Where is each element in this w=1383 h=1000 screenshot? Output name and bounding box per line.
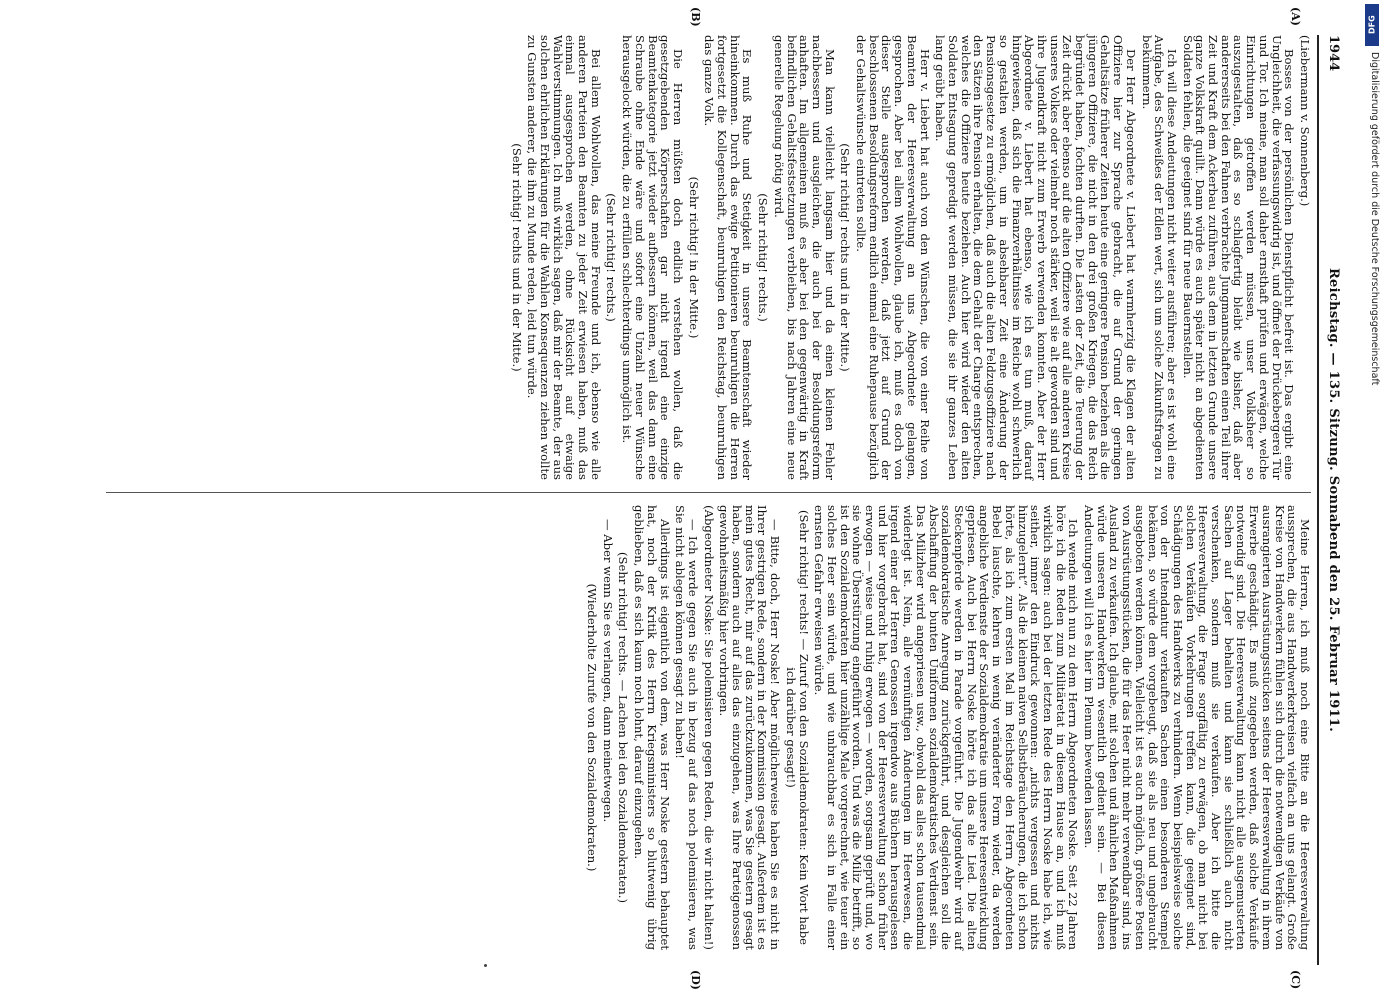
paragraph: Meine Herren, ich muß noch eine Bitte an die Heeresverwaltung aussprechen, die aus Handwerkerkreisen vielfach an uns gelangt. Große Kreise von Handwerkern fühlen sich durch die notwendigen Verkäufe von ausrangierten Ausrüstungsstücken seitens der Heeresverwaltung in ihrem Erwerbe geschädigt. Es muß zugegeben werden, daß solche Verkäufe notwendig sind. Die Heeresverwaltung kann nicht alle ausgemusterten Sachen auf Lager behalten und kann sie schließlich auch nicht verschenken, sondern muß sie verkaufen. Aber ich bitte die Heeresverwaltung, die Frage sorgfältig zu erwägen, ob man nicht bei solchen Verkäufen Vorkehrungen treffen kann, die geeignet sind, Schädigungen des Handwerks zu verhindern. Wenn beispielsweise solche von der Intendantur verkauften Sachen einen besonderen Stempel bekämen, so würde dem vorgebeugt, daß sie als neu und ungebraucht ausgeboten werden können. Vielleicht ist es auch möglich, größere Posten von Ausrüstungsstücken, die für das Heer nicht mehr verwendbar sind, ins Ausland zu verkaufen. Ich glaube, mit solchen und ähnlichen Maßnahmen würde unseren Handwerkern wesentlich gedient sein. — Bei diesen Andeutungen will ich es hier im Plenum bewenden lassen. (1082, 505, 1312, 950)
dfg-logo: DFG (1365, 4, 1379, 46)
paragraph: Ich wende mich nun zu dem Herrn Abgeordneten Noske. Seit 22 Jahren höre ich die Reden zum Militäretat in diesem Hause an, und ich muß wirklich sagen: auch bei der letzten Rede des Herrn Noske habe ich, wie seither, immer den Eindruck gewonnen: „nichts vergessen und nichts hinzugelernt“. Als die kleinen naiven Selbstberäucherungen, die ich schon hörte, als ich zum ersten Mal im Reichstage den Herrn Abgeordneten Bebel lauschte, kehren in wenig veränderter Form wieder, da werden angebliche Verdienste der Sozialdemokratie um unsere Heeresentwicklung gepriesen. Auch bei Herrn Noske hörte ich das alte Lied. Die alten Steckenpferde werden in Parade vorgeführt. Die Jugendwehr wird auf sozialdemokratische Anregung zurückgeführt, und desgleichen soll die Abschaffung der bunten Uniformen sozialdemokratisches Verdienst sein. Das Milizheer wird angepriesen usw., obwohl das alles schon tausendmal widerlegt ist. Nein, alle vernünftigen Änderungen im Heerwesen, die irgend einer der Herren Genossen irgendwo aus Büchern herausgelesen und hier vorgebracht hat, sind von der Heeresverwaltung schon früher erwogen — weise und ruhig erwogen — worden, sorgsam geprüft und, wo sie wohne Überstürzung eingeführt worden. Und was die Miliz betrifft, so ist den Sozialdemokraten hier unzählige Male vorgerechnet, wie teuer ein solches Heer sein würde, und wie unbrauchbar es sich in Falle einer ernsten Gefahr erweisen würde. (812, 505, 1081, 950)
interjection: (Sehr richtig! in der Mitte.) (686, 176, 701, 339)
header-rule (1317, 35, 1319, 965)
page-number: 1944 (1326, 35, 1341, 72)
paragraph: Allerdings ist eigentlich von dem, was Herr Noske gestern behauptet hat, noch der Kritik des Herrn Kriegsministers so blutwenig übrig geblieben, daß es sich kaum noch lohnt, darauf einzugehen. (632, 505, 672, 950)
interjection: (Sehr richtig! rechts.) (756, 193, 771, 322)
paragraph: — Aber wenn Sie es verlangen, dann meinetwegen. (600, 519, 615, 823)
digitization-credit: Digitalisierung gefördert durch die Deutsche Forschungsgemeinschaft (1369, 52, 1380, 386)
paragraph: Ich will diese Andeutungen nicht weiter ausführen; aber es ist wohl eine Aufgabe, des Schweißes der Edlen wert, sich um solche Zukunftsfragen zu bekümmern. (1139, 35, 1179, 480)
margin-marker-a: (A) (1289, 7, 1302, 26)
interjection: (Wiederholte Zurufe von den Sozialdemokraten.) (585, 583, 600, 872)
header-title: Reichstag. — 135. Sitzung. Sonnabend den 25. Februar 1911. (1326, 267, 1341, 733)
interjection: (Sehr richtig! rechts. — Lachen bei den Sozialdemokraten.) (616, 552, 631, 903)
paragraph: Der Herr Abgeordnete v. Liebert hat warmherzig die Klagen der alten Offiziere hier zur Sprache gebracht, die auf Grund der geringen Gehaltsätze früherer Zeiten heute eine geringere Pension beziehen als die jüngeren Offiziere, die nicht in den drei großen Kriegen, die das Reich begründet haben, fochten durften. Die Lasten der Zeit, die Teuerung der Zeit drückt aber ebenso auf die alten Offiziere wie auf alle anderen Kreise unseres Volkes oder vielmehr noch stärker, weil sie alt geworden sind und ihre Jugendkraft nicht zum Erwerb verwenden konnten. Aber der Herr Abgeordnete v. Liebert hat ebenso, wie ich es tun muß, darauf hingewiesen, daß sich die Finanzverhältnisse im Reiche wohl schwerlich so gestalten werden, um in absehbarer Zeit eine Änderung der Pensionsgesetze zu ermöglichen, daß auch die alten Feldzugsoffiziere nach den Sätzen ihre Pension erhalten, die dem Gehalt der Charge entsprechen, welches die Offiziere heute beziehen. Auch hier wird wieder den alten Soldaten Entsagung gepredigt werden müssen, die sie ihr ganzes Leben lang geübt haben. (933, 35, 1138, 480)
paragraph: — Ich werde gegen Sie auch in bezug auf das noch polemisieren, was Sie nicht ablegen können gesagt zu haben! (673, 505, 700, 950)
paragraph: Die Herren müßten doch endlich verstehen wollen, daß die gesetzgebenden Körperschaften gar nicht irgend eine einzige Beamtenkategorie jetzt wieder aufbessern können, weil das dann eine Schraube ohne Ende wäre und sofort eine Unzahl neuer Wünsche herausgelockt würden, die zu erfüllen schlechterdings unmöglich ist. (620, 35, 685, 480)
paragraph: — Bitte, doch, Herr Noske! Aber möglicherweise haben Sie es nicht in Ihrer gestrigen Rede, sondern in der Kommission gesagt. Außerdem ist es mein gutes Recht, mir auf das zurückzukommen, was Sie gestern gesagt haben, sondern auch auf alles das einzugehen, was Ihre Parteigenossen gewohnheitsmäßig hier vorbringen. (717, 505, 783, 950)
interjection: (Abgeordneter Noske: Sie polemisieren gegen Reden, die wir nicht halten!) (701, 505, 716, 950)
speaker-line: (Liebermann v. Sonnenberg.) (1298, 35, 1312, 207)
interjection: (Sehr richtig! rechts und in der Mitte.) (838, 143, 853, 372)
rotated-document-sheet (41, 7, 1341, 990)
paragraph: Herr v. Liebert hat auch von den Wünschen, die von einer Reihe von Beamten der Heeresverwaltung an uns Abgeordnete gelangen, gesprochen. Aber bei allem Wohlwollen, glaube ich, muß es doch von dieser Stelle ausgesprochen werden, daß jetzt auf Grund der beschlossenen Besoldungsreform endlich einmal eine Ruhepause bezüglich der Gehaltswünsche eintreten sollte. (854, 35, 932, 480)
margin-marker-b: (B) (689, 7, 702, 27)
paragraph: Man kann vielleicht langsam hier und da einen kleinen Fehler nachbessern und ausgleichen, die auch bei der Besoldungsreform anhaften. Im allgemeinen muß es aber bei den gegenwärtig in Kraft befindlichen Gehaltsfestsetzungen verbleiben, bis nach Jahren eine neue generelle Regelung nötig wird. (771, 35, 837, 480)
paragraph: Bei allem Wohlwollen, das meine Freunde und ich, ebenso wie alle anderen Parteien den Beamten zu jeder Zeit erwiesen haben, muß das einmal ausgesprochen werden, ohne Rücksicht auf etwaige Wahlverstimmungen. Ich muß wirklich sagen, daß mir der Beamte, der aus solchen ehrlichen Erklärungen für die Wahlen Konsequenzen ziehen wollte zu Gunsten anderer, die ihm zu Munde reden, leid tun würde. (525, 35, 603, 480)
interjection: (Sehr richtig! rechts! — Zuruf von den Sozialdemokraten: Kein Wort habe ich darüber gesagt!) (783, 510, 811, 945)
running-header (1321, 35, 1341, 965)
margin-marker-d: (D) (689, 970, 702, 990)
paragraph: Es muß Ruhe und Stetigkeit in unsere Beamtenschaft wieder hineinkommen. Durch das ewige Petitionieren beunruhigen die Herren fortgesetzt die Kollegenschaft, beunruhigen den Reichstag, beunruhigen das ganze Volk. (702, 35, 755, 480)
left-column (507, 35, 1311, 480)
margin-marker-c: (C) (1289, 970, 1302, 990)
interjection: (Sehr richtig! rechts.) (604, 193, 619, 322)
right-column (582, 505, 1311, 950)
interjection: (Sehr richtig! rechts und in der Mitte.) (509, 143, 524, 372)
column-rule (106, 492, 1311, 493)
paragraph: Bosses von der persönlichen Dienstpflicht befreit ist. Das ergibt eine Ungleichheit, die verfassungswidrig ist, und öffnet der Drückebergerei Tür und Tor. Ich meine, man soll daher ernsthaft prüfen und erwägen, welche Einrichtungen getroffen werden müssen, unser Volksheer so auszugestalten, daß es so schlagfertig bleibt wie bisher, daß aber andererseits bei den Fahnen verbrachte Jungmannschaften einen Teil ihrer Zeit und Kraft dem Ackerbau zuführen, aus dem in letzten Grunde unsere ganze Volkskraft quillt. Dann würde es auch später nicht an abgedienten Soldaten fehlen, die geeignet sind für neue Bauernstellen. (1180, 35, 1297, 480)
